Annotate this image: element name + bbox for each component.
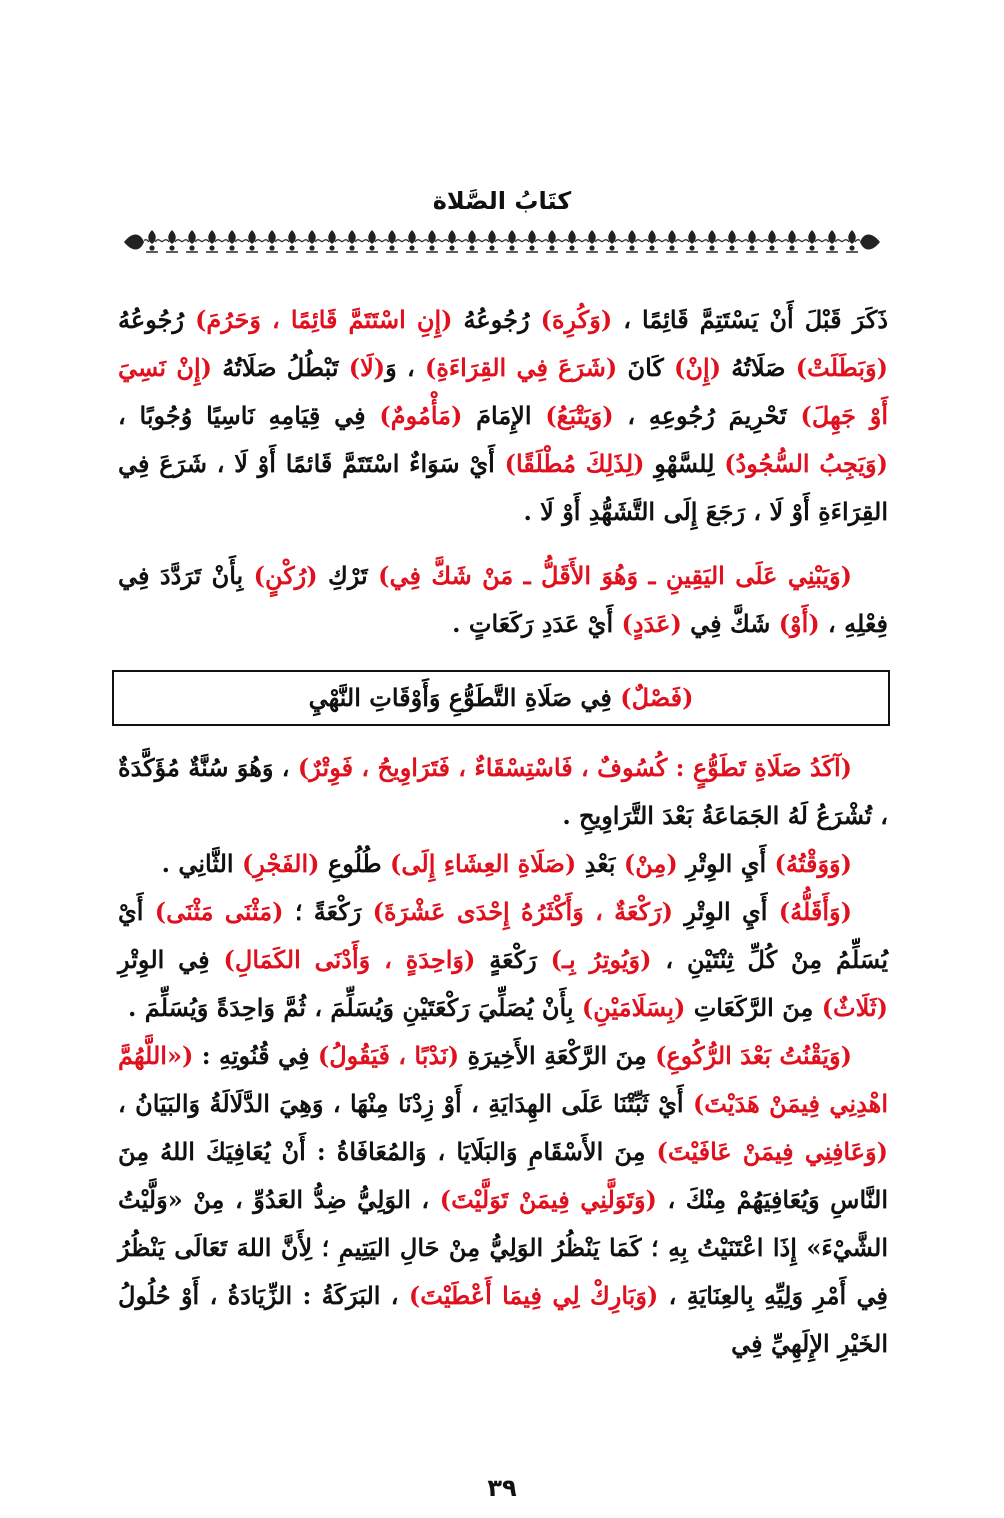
commentary-text-segment: ذَكَرَ قَبْلَ أَنْ يَسْتَتِمَّ قَائِمًا ، (612, 305, 889, 334)
commentary-text-segment: رَكْعَةٍ (475, 945, 551, 974)
commentary-text-segment: فِي قُنُوتِهِ : (193, 1041, 318, 1070)
commentary-text-segment: مِنَ الأَسْقَامِ وَالبَلَايَا ، وَالمُعَافَاةُ : أَنْ يُعَافِيَكَ اللهُ مِنَ النَّاسِ وَيُعَافِيَهُمْ مِنْكَ ، (118, 1137, 888, 1214)
matn-text-segment: (الفَجْرِ) (241, 849, 320, 878)
paragraph (118, 296, 888, 536)
commentary-text-segment: ، البَرَكَةُ : الزِّيَادَةُ ، أَوْ حُلُولُ الخَيْرِ الإِلَهِيِّ فِي (118, 1281, 888, 1358)
matn-text-segment: (لِذَلِكَ مُطْلَقًا) (504, 449, 645, 478)
matn-text-segment: (فَصْلٌ) (620, 683, 694, 712)
commentary-text-segment: أَيِ الوِتْرِ (673, 897, 779, 926)
commentary-text-segment: لِلسَّهْوِ (644, 449, 725, 478)
commentary-text-segment: بِأَنْ تَرَدَّدَ فِي فِعْلِهِ ، (118, 561, 888, 638)
matn-text-segment: (مَأْمُومٌ) (379, 401, 463, 430)
matn-text-segment: («اللَّهُمَّ اهْدِنِي فِيمَنْ هَدَيْتَ) (118, 1041, 889, 1118)
matn-text-segment: (إِنِ اسْتَتَمَّ قَائِمًا ، وَحَرُمَ) (195, 305, 453, 334)
commentary-text-segment: شَكَّ فِي (681, 609, 779, 638)
matn-text-segment: (شَرَعَ فِي القِرَاءَةِ) (424, 353, 618, 382)
commentary-text-segment: الإِمَامَ (462, 401, 546, 430)
commentary-text-segment: الثَّانِي . (161, 849, 242, 878)
matn-text-segment: (وَكُرِهَ) (540, 305, 613, 334)
body-text-block-2 (118, 552, 888, 648)
commentary-text-segment: صَلَاتُهُ (721, 353, 796, 382)
matn-text-segment: (إِنْ نَسِيَ أَوْ جَهِلَ) (118, 353, 889, 430)
matn-text-segment: (وَتَوَلَّنِي فِيمَنْ تَوَلَّيْتَ) (439, 1185, 657, 1214)
matn-text-segment: (أَوْ) (778, 609, 820, 638)
commentary-text-segment: ، وَ (385, 353, 425, 382)
matn-text-segment: (ثَلَاثٌ) (821, 993, 888, 1022)
commentary-text-segment: تَبْطُلُ صَلَاتُهُ (211, 353, 349, 382)
matn-text-segment: (مِنْ) (623, 849, 678, 878)
page-number: ٣٩ (487, 1474, 517, 1502)
commentary-text-segment: فِي الوِتْرِ (118, 945, 224, 974)
commentary-text-segment: بَعْدِ (576, 849, 624, 878)
matn-text-segment: (رُكْنٍ) (253, 561, 318, 590)
commentary-text-segment: فِي قِيَامِهِ نَاسِيًا وُجُوبًا ، (118, 401, 380, 430)
commentary-text-segment: فِي صَلَاةِ التَّطَوُّعِ وَأَوْقَاتِ النَّهْيِ (308, 683, 621, 712)
matn-text-segment: (وَيَتْبَعُ) (545, 401, 614, 430)
commentary-text-segment: بِأَنْ يُصَلِّيَ رَكْعَتَيْنِ وَيُسَلِّمَ ، ثُمَّ وَاحِدَةً وَيُسَلِّمَ . (128, 993, 582, 1022)
commentary-text-segment: أَيْ سَوَاءٌ اسْتَتَمَّ قَائمًا أَوْ لَا ، شَرَعَ فِي القِرَاءَةِ أَوْ لَا ، رَجَعَ إِلَى التَّشَهُّدِ أَوْ لَا . (118, 449, 888, 526)
matn-text-segment: (بِسَلَامَيْنِ) (581, 993, 686, 1022)
commentary-text-segment: تَحْرِيمَ رُجُوعِهِ ، (613, 401, 801, 430)
commentary-text-segment: أَيِ الوِتْرِ (677, 849, 775, 878)
matn-text-segment: (وَأَقَلُّهُ) (778, 897, 852, 926)
matn-text-segment: (وَيَقْنُتُ بَعْدَ الرُّكُوعِ) (655, 1041, 852, 1070)
decorative-border-ornament (122, 228, 882, 256)
matn-text-segment: (صَلَاةِ العِشَاءِ إِلَى) (390, 849, 577, 878)
matn-text-segment: (وَبَطَلَتْ) (795, 353, 888, 382)
matn-text-segment: (وَوَقْتُهُ) (774, 849, 852, 878)
paragraph (118, 840, 888, 888)
commentary-text-segment: أَيْ ثَبِّتْنَا عَلَى الهِدَايَةِ ، أَوْ زِدْنَا مِنْهَا ، وَهِيَ الدَّلَالَةُ وَالبَيَانُ ، (118, 1089, 693, 1118)
commentary-text-segment: رُجُوعُهُ (452, 305, 541, 334)
body-text-block-1 (118, 296, 888, 536)
commentary-text-segment: رَكْعَةً ؛ (283, 897, 373, 926)
matn-text-segment: (نَدْبًا ، فَيَقُولُ) (317, 1041, 460, 1070)
commentary-text-segment: كَانَ (617, 353, 675, 382)
paragraph (118, 552, 888, 648)
matn-text-segment: (مَثْنَى مَثْنَى) (154, 897, 284, 926)
paragraph (118, 888, 888, 1032)
matn-text-segment: (وَيَبْنِي عَلَى اليَقِينِ ـ وَهُوَ الأَقَلُّ ـ مَنْ شَكَّ فِي) (378, 561, 852, 590)
commentary-text-segment: ، وَهُوَ سُنَّةٌ مُؤَكَّدَةٌ ، تُشْرَعُ لَهُ الجَمَاعَةُ بَعْدَ التَّرَاوِيحِ . (118, 753, 888, 830)
section-heading-box (112, 670, 890, 726)
commentary-text-segment: ، الوَلِيُّ ضِدُّ العَدُوِّ ، مِنْ «وَلَّيْتُ الشَّيْءَ» إِذَا اعْتَنَيْتُ بِهِ ؛ كَمَا يَنْظُرُ الوَلِيُّ مِنْ حَالِ اليَتِيمِ ؛ لِأَنَّ اللهَ تَعَالَى يَنْظُرُ فِي أَمْرِ وَلِيِّهِ بِالعِنَايَةِ ، (118, 1185, 889, 1310)
matn-text-segment: (وَبَارِكْ لِي فِيمَا أَعْطَيْتَ) (408, 1281, 659, 1310)
commentary-text-segment: تَرْكِ (317, 561, 379, 590)
paragraph (118, 1032, 888, 1368)
paragraph (118, 744, 888, 840)
matn-text-segment: (إِنْ) (674, 353, 722, 382)
commentary-text-segment: طُلُوعِ (319, 849, 391, 878)
matn-text-segment: (آكَدُ صَلَاةِ تَطَوُّعٍ : كُسُوفٌ ، فَاسْتِسْقَاءٌ ، فَتَرَاوِيحُ ، فَوِتْرٌ) (297, 753, 852, 782)
commentary-text-segment: مِنَ الرَّكْعَةِ الأَخِيرَةِ (459, 1041, 656, 1070)
matn-text-segment: (وَعَافِنِي فِيمَنْ عَافَيْتَ) (656, 1137, 888, 1166)
matn-text-segment: (وَاحِدَةٍ ، وَأَدْنَى الكَمَالِ) (223, 945, 476, 974)
matn-text-segment: (وَيَجِبُ السُّجُودُ) (724, 449, 889, 478)
commentary-text-segment: أَيْ عَدَدِ رَكَعَاتٍ . (452, 609, 622, 638)
commentary-text-segment: أَيْ يُسَلِّمُ مِنْ كُلِّ ثِنْتَيْنِ ، (118, 897, 889, 974)
matn-text-segment: (عَدَدٍ) (621, 609, 682, 638)
running-header-title: كتَابُ الصَّلاة (432, 187, 572, 215)
body-text-block-3 (118, 744, 888, 1368)
commentary-text-segment: مِنَ الرَّكَعَاتِ (685, 993, 822, 1022)
matn-text-segment: (رَكْعَةٌ ، وَأَكْثَرُهُ إِحْدَى عَشْرَةَ) (372, 897, 673, 926)
commentary-text-segment: رُجُوعُهُ (118, 305, 196, 334)
matn-text-segment: (لَا) (348, 353, 386, 382)
matn-text-segment: (وَيُوتِرُ بِـ) (550, 945, 652, 974)
